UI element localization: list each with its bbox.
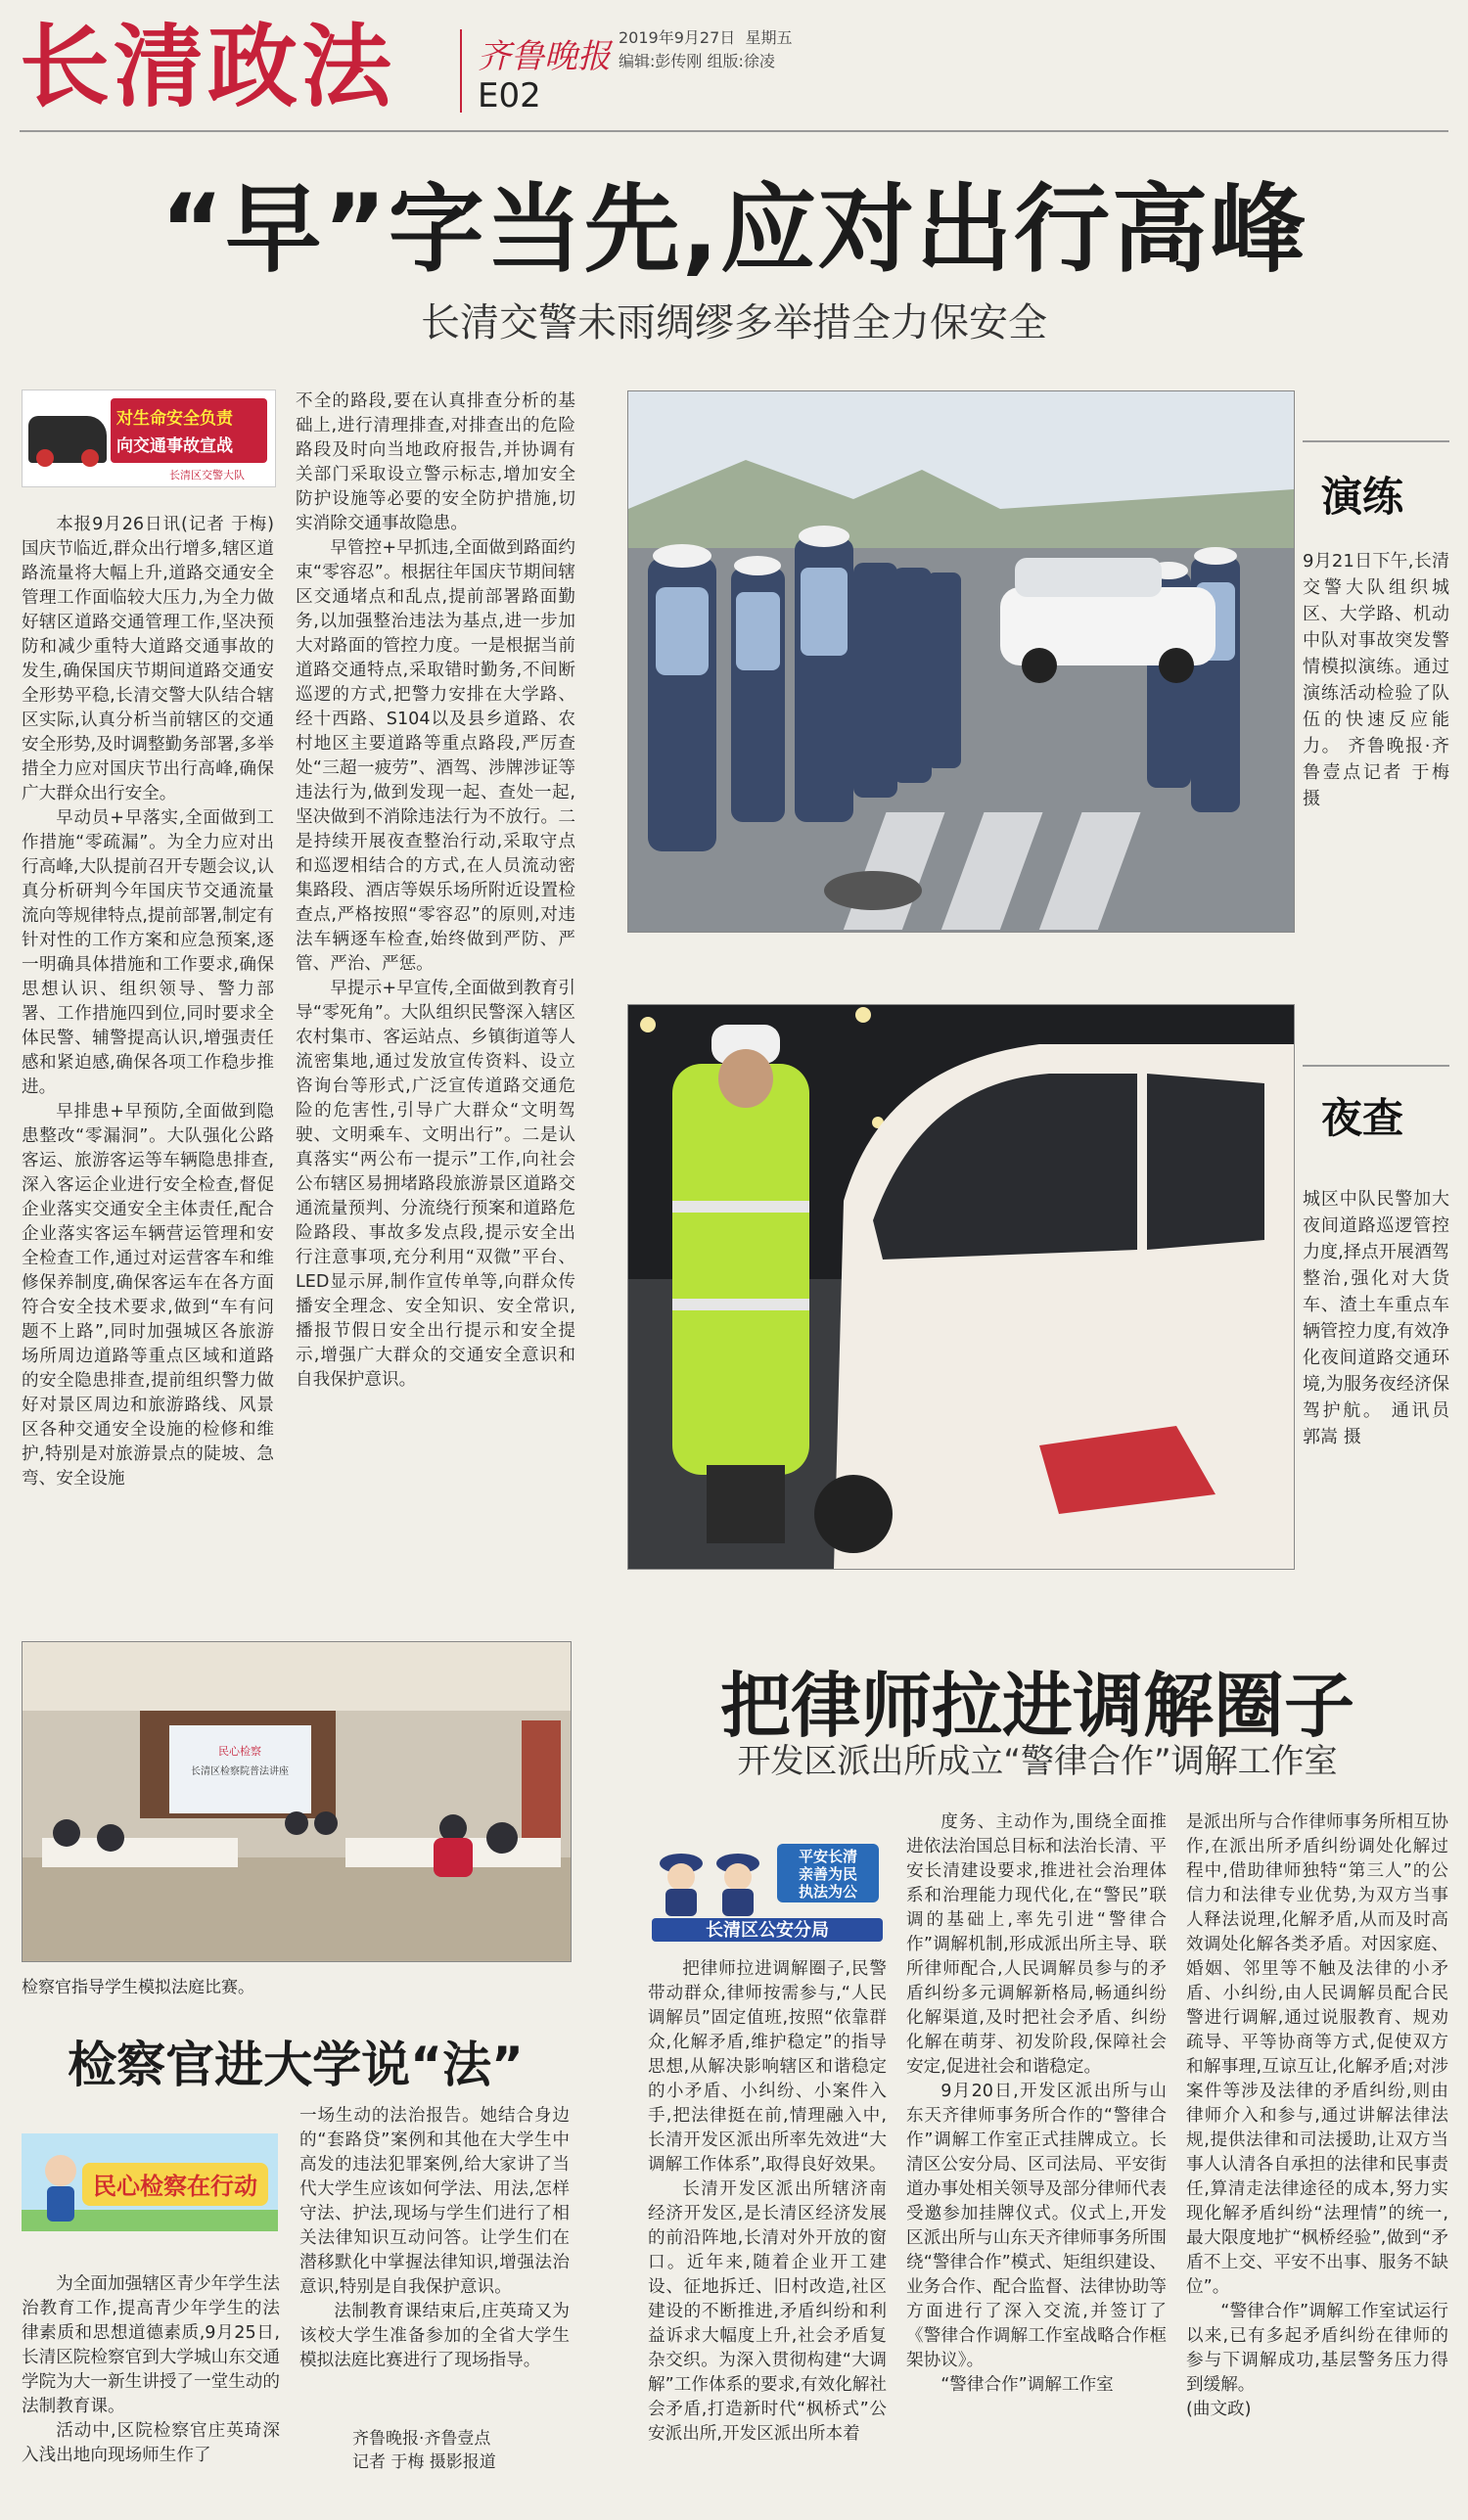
masthead-divider bbox=[460, 29, 462, 113]
byline-line1: 齐鲁晚报·齐鲁壹点 bbox=[352, 2429, 491, 2449]
prosecutor-headline: 检察官进大学说“法” bbox=[68, 2037, 524, 2093]
paragraph: 9月20日,开发区派出所与山东天齐律师事务所合作的“警律合作”调解工作室正式挂牌成立。长清区公安分局、区司法局、平安街道办事处相关领导及部分律师代表受邀参加挂牌仪式。仪式上,开发区派出所与山东天齐律师事务所围绕“警律合作”模式、矩组织建设、业务合作、配合监督、法律协助等方面进行了深入交流,并签订了《警律合作调解工作室战略合作框架协议》。 bbox=[906, 2082, 1167, 2370]
banner-text: 民心检察在行动 bbox=[93, 2173, 257, 2200]
paragraph: 早动员+早落实,全面做到工作措施“零疏漏”。为全力应对出行高峰,大队提前召开专题会议,认真分析研判今年国庆节交通流量流向等规律特点,提前部署,制定有针对性的工作方案和应急预案,逐一明确具体措施和工作要求,确保思想认识、组织领导、警力部署、工作措施四到位,同时要求全体民警、辅警提高认识,增强责任感和紧迫感,确保各项工作稳步推进。 bbox=[22, 808, 274, 1097]
mediation-subheadline: 开发区派出所成立“警律合作”调解工作室 bbox=[737, 1742, 1338, 1781]
logo-slogan2: 亲善为民 bbox=[798, 1865, 858, 1883]
paragraph: 把律师拉进调解圈子,民警带动群众,律师按需参与,“人民调解员”固定值班,按照“依靠群众,化解矛盾,维护稳定”的指导思想,从解决影响辖区和谐稳定的小矛盾、小纠纷、小案件入手,把法律挺在前,情理融入中,长清开发区派出所率先效进“大调解工作体系”,取得良好效果。 bbox=[648, 1959, 887, 2175]
logo-bureau: 长清区公安分局 bbox=[706, 1920, 829, 1941]
masthead-rule bbox=[20, 130, 1448, 132]
issue-weekday: 星期五 bbox=[745, 28, 793, 47]
paragraph: 早排患+早预防,全面做到隐患整改“零漏洞”。大队强化公路客运、旅游客运等车辆隐患排查,深入客运企业进行安全检查,督促企业落实交通安全主体责任,配合企业落实客运车辆营运管理和安全检查工作,通过对运营客车和维修保养制度,确保客运车在各方面符合安全技术要求,做到“车有问题不上路”,同时加强城区各旅游场所周边道路等重点区域和道路的安全隐患排查,提前组织警力做好对景区周边和旅游路线、风景区各种交通安全设施的检修和维护,特别是对旅游景点的陡坡、急弯、安全设施 bbox=[22, 1102, 274, 1489]
night-check-photo bbox=[627, 1004, 1295, 1570]
paragraph: 早提示+早宣传,全面做到教育引导“零死角”。大队组织民警深入辖区农村集市、客运站点、乡镇街道等人流密集地,通过发放宣传资料、设立咨询台等形式,广泛宣传道路交通危险的危害性,引导广大群众“文明驾驶、文明乘车、文明出行”。二是认真落实“两公布一提示”工作,向社会公布辖区易拥堵路段旅游景区道路交通流量预判、分流绕行预案和道路危险路段、事故多发点段,提示安全出行注意事项,充分利用“双微”平台、LED显示屏,制作宣传单等,向群众传播安全理念、安全知识、安全常识,播报节假日安全出行提示和安全提示,增强广大群众的交通安全意识和自我保护意识。 bbox=[296, 979, 575, 1390]
section-title: 长清政法 bbox=[20, 15, 396, 119]
paragraph: “警律合作”调解工作室 bbox=[940, 2375, 1114, 2395]
main-headline: “早”字当先,应对出行高峰 bbox=[160, 174, 1308, 286]
badge-line2: 向交通事故宣战 bbox=[116, 436, 233, 456]
paragraph: 活动中,区院检察官庄英琦深入浅出地向现场师生作了 bbox=[22, 2421, 280, 2465]
main-subheadline: 长清交警未雨绸缪多举措全力保安全 bbox=[421, 300, 1047, 345]
story1-column-1 bbox=[22, 513, 274, 1570]
slide-line2: 长清区检察院普法讲座 bbox=[191, 1766, 289, 1777]
paragraph: 早管控+早抓违,全面做到路面约束“零容忍”。根据往年国庆节期间辖区交通堵点和乱点,提前部署路面勤务,以加强整治违法为基点,进一步加大对路面的管控力度。一是根据当前道路交通特点,采取错时勤务,不间断巡逻的方式,把警力安排在大学路、经十西路、S104以及县乡道路、农村地区主要道路等重点路段,严厉查处“三超一疲劳”、酒驾、涉牌涉证等违法行为,做到发现一起、查处一起,坚决做到不消除违法行为不放行。二是持续开展夜查整治行动,采取守点和巡逻相结合的方式,在人员流动密集路段、酒店等娱乐场所附近设置检查点,严格按照“零容忍”的原则,对违法车辆逐车检查,始终做到严防、严管、严治、严惩。 bbox=[296, 538, 575, 974]
story2-column-1 bbox=[22, 2272, 280, 2497]
story2-byline bbox=[352, 2427, 568, 2474]
paragraph: 不全的路段,要在认真排查分析的基础上,进行清理排查,对排查出的危险路段及时向当地政府报告,并协调有关部门采取设立警示标志,增加安全防护设施等必要的安全防护措施,切实消除交通事故隐患。 bbox=[296, 391, 575, 533]
drill-photo bbox=[627, 390, 1295, 933]
story1-column-2 bbox=[296, 389, 575, 1570]
story3-column-1 bbox=[648, 1957, 887, 2500]
paragraph: 一场生动的法治报告。她结合身边的“套路贷”案例和其他在大学生中高发的违法犯罪案例,给大家讲了当代大学生应该如何学法、用法,怎样守法、护法,现场与学生们进行了相关法律知识互动问答。让学生们在潜移默化中掌握法律知识,增强法治意识,特别是自我保护意识。 bbox=[299, 2106, 570, 2297]
night-caption: 城区中队民警加大夜间道路巡逻管控力度,择点开展酒驾整治,强化对大货车、渣土车重点车辆管控力度,有效净化夜间道路交通环境,为服务夜经济保驾护航。 通讯员 郭嵩 摄 bbox=[1303, 1189, 1449, 1447]
paragraph: 度务、主动作为,围绕全面推进依法治国总目标和法治长清、平安长清建设要求,推进社会治理体系和治理能力现代化,在“警民”联调的基础上,率先引进“警律合作”调解机制,形成派出所主导、联所律师配合,人民调解员参与的矛盾纠纷多元调解新格局,畅通纠纷化解渠道,及时把社会矛盾、纠纷化解在萌芽、初发阶段,保障社会安定,促进社会和谐稳定。 bbox=[906, 1812, 1167, 2077]
night-label-rule bbox=[1303, 1065, 1449, 1067]
page-number: E02 bbox=[478, 76, 541, 115]
slide-line1: 民心检察 bbox=[218, 1745, 261, 1758]
badge-line1: 对生命安全负责 bbox=[116, 409, 233, 429]
story2-column-2 bbox=[299, 2104, 570, 2398]
paragraph: 本报9月26日讯(记者 于梅) 国庆节临近,群众出行增多,辖区道路流量将大幅上升,道路交通安全管理工作面临较大压力,为全力做好辖区道路交通管理工作,坚决预防和减少重特大道路交通事故的发生,确保国庆节期间道路交通安全形势平稳,长清交警大队结合辖区实际,认真分析当前辖区的交通安全形势,及时调整勤务部署,多举措全力应对国庆节出行高峰,确保广大群众出行安全。 bbox=[22, 515, 274, 803]
moot-court-photo bbox=[22, 1641, 572, 1962]
night-label: 夜查 bbox=[1321, 1094, 1404, 1142]
traffic-safety-badge bbox=[22, 389, 276, 487]
police-bureau-logo bbox=[648, 1826, 887, 1944]
badge-line3: 长清区交警大队 bbox=[169, 469, 245, 481]
issue-date: 2019年9月27日 bbox=[619, 28, 736, 47]
story3-column-2 bbox=[906, 1810, 1167, 2500]
logo-slogan3: 执法为公 bbox=[798, 1883, 858, 1901]
mediation-headline: 把律师拉进调解圈子 bbox=[719, 1665, 1354, 1747]
story3-column-3 bbox=[1186, 1810, 1448, 2500]
drill-label-rule bbox=[1303, 440, 1449, 442]
paper-name: 齐鲁晚报 bbox=[478, 37, 611, 76]
paragraph: (曲文政) bbox=[1186, 2400, 1252, 2419]
minxin-banner bbox=[22, 2133, 278, 2231]
paragraph: 是派出所与合作律师事务所相互协作,在派出所矛盾纠纷调处化解过程中,借助律师独特“第三人”的公信力和法律专业优势,为双方当事人释法说理,化解矛盾,从而及时高效调处化解各类矛盾。对因家庭、婚姻、邻里等不触及法律的小矛盾、小纠纷,由人民调解员配合民警进行调解,通过说服教育、规劝疏导、平等协商等方式,促使双方和解事理,互谅互让,化解矛盾;对涉案件等涉及法律的矛盾纠纷,则由律师介入和参与,通过讲解法律法规,提供法律和司法援助,让双方当事人认清各自承担的法律和民事责任,算清走法律途径的成本,努力实现化解矛盾纠纷“法理情”的统一,最大限度地扩“枫桥经验”,做到“矛盾不上交、平安不出事、服务不缺位”。 bbox=[1186, 1812, 1448, 2297]
drill-label: 演练 bbox=[1321, 473, 1404, 521]
byline-line2: 记者 于梅 摄影报道 bbox=[352, 2452, 496, 2472]
drill-caption: 9月21日下午,长清交警大队组织城区、大学路、机动中队对事故突发警情模拟演练。通过演练活动检验了队伍的快速反应能力。 齐鲁晚报·齐鲁壹点记者 于梅 摄 bbox=[1303, 551, 1449, 809]
paragraph: 长清开发区派出所辖济南经济开发区,是长清区经济发展的前沿阵地,长清对外开放的窗口。近年来,随着企业开工建设、征地拆迁、旧村改造,社区建设的不断推进,矛盾纠纷和利益诉求大幅度上升,社会矛盾复杂交织。为深入贯彻构建“大调解”工作体系的要求,有效化解社会矛盾,打造新时代“枫桥式”公安派出所,开发区派出所本着 bbox=[648, 2179, 887, 2444]
paragraph: 为全面加强辖区青少年学生法治教育工作,提高青少年学生的法律素质和思想道德素质,9月25日,长清区院检察官到大学城山东交通学院为大一新生讲授了一堂生动的法制教育课。 bbox=[22, 2274, 280, 2416]
dateline bbox=[619, 25, 792, 48]
logo-slogan1: 平安长清 bbox=[798, 1848, 858, 1865]
editor-credits: 编辑:彭传刚 组版:徐凌 bbox=[619, 52, 775, 70]
car-icon bbox=[28, 416, 107, 463]
paragraph: 法制教育课结束后,庄英琦又为该校大学生准备参加的全省大学生模拟法庭比赛进行了现场指导。 bbox=[299, 2302, 570, 2370]
moot-court-caption: 检察官指导学生模拟法庭比赛。 bbox=[22, 1978, 254, 1997]
paragraph: “警律合作”调解工作室试运行以来,已有多起矛盾纠纷在律师的参与下调解成功,基层警务压力得到缓解。 bbox=[1186, 2302, 1448, 2395]
